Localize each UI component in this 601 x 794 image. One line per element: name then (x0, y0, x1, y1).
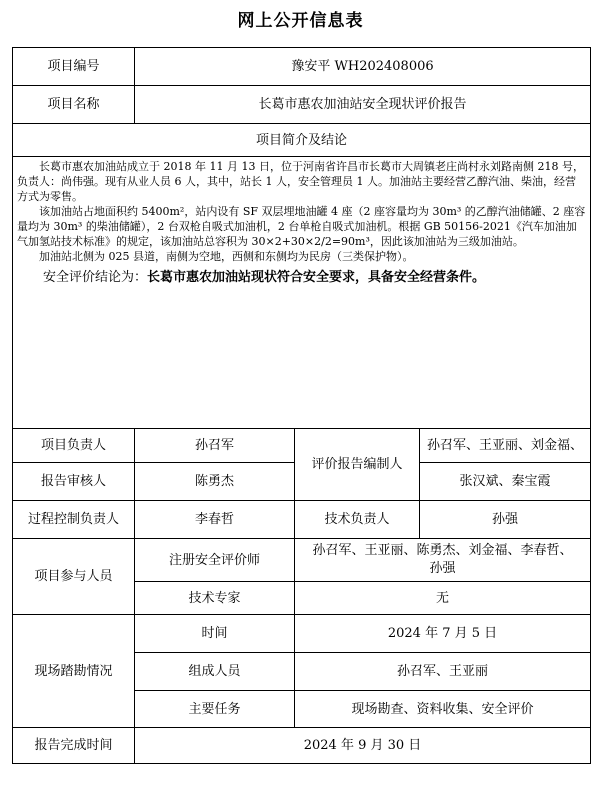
project-name-value: 长葛市惠农加油站安全现状评价报告 (135, 86, 591, 124)
reviewer-label: 报告审核人 (13, 463, 135, 501)
site-members-label: 组成人员 (135, 653, 295, 691)
site-time-label: 时间 (135, 615, 295, 653)
tech-lead-label: 技术负责人 (295, 501, 420, 539)
project-number-value: 豫安平 WH202408006 (135, 48, 591, 86)
tech-expert-value: 无 (295, 582, 591, 615)
table-row (13, 728, 591, 764)
table-row (13, 48, 591, 86)
project-name-label: 项目名称 (13, 86, 135, 124)
completion-value: 2024 年 9 月 30 日 (135, 728, 591, 764)
summary-paragraph-1: 长葛市惠农加油站成立于 2018 年 11 月 13 日，位于河南省许昌市长葛市大周镇老庄尚村永刘路南侧 218 号，负责人：尚伟强。现有从业人员 6 人，其中，站长 1 人，安全管理员 1 人。加油站主要经营乙醇汽油、柴油，经营方式为零售。 (17, 160, 584, 203)
page-title: 网上公开信息表 (237, 11, 364, 31)
site-time-value: 2024 年 7 月 5 日 (295, 615, 591, 653)
summary-header: 项目简介及结论 (13, 124, 591, 157)
table-row (13, 124, 591, 157)
summary-body (13, 157, 591, 429)
report-compiler-label: 评价报告编制人 (295, 429, 420, 501)
site-members-value: 孙召军、王亚丽 (295, 653, 591, 691)
site-tasks-value: 现场勘查、资料收集、安全评价 (295, 691, 591, 728)
site-tasks-label: 主要任务 (135, 691, 295, 728)
registered-evaluator-line-2: 孙强 (429, 561, 456, 576)
reviewer-value: 陈勇杰 (135, 463, 295, 501)
table-row (13, 86, 591, 124)
table-row (13, 615, 591, 653)
participants-label: 项目参与人员 (13, 539, 135, 615)
report-compiler-line-1: 孙召军、王亚丽、刘金福、 (420, 429, 591, 463)
table-row (13, 501, 591, 539)
registered-evaluator-value (295, 539, 591, 582)
table-row (13, 429, 591, 463)
tech-expert-label: 技术专家 (135, 582, 295, 615)
summary-conclusion (17, 268, 586, 288)
info-table (12, 47, 591, 764)
project-leader-value: 孙召军 (135, 429, 295, 463)
table-row (13, 157, 591, 429)
project-leader-label: 项目负责人 (13, 429, 135, 463)
completion-label: 报告完成时间 (13, 728, 135, 764)
table-row (13, 539, 591, 582)
registered-evaluator-label: 注册安全评价师 (135, 539, 295, 582)
project-number-label: 项目编号 (13, 48, 135, 86)
conclusion-text: 长葛市惠农加油站现状符合安全要求，具备安全经营条件。 (147, 270, 486, 285)
report-compiler-line-2: 张汉斌、秦宝霞 (420, 463, 591, 501)
process-control-label: 过程控制负责人 (13, 501, 135, 539)
registered-evaluator-line-1: 孙召军、王亚丽、陈勇杰、刘金福、李春哲、 (312, 543, 573, 558)
process-control-value: 李春哲 (135, 501, 295, 539)
conclusion-prefix: 安全评价结论为： (43, 270, 148, 285)
site-survey-label: 现场踏勘情况 (13, 615, 135, 728)
tech-lead-value: 孙强 (420, 501, 591, 539)
summary-paragraph-3: 加油站北侧为 025 县道，南侧为空地，西侧和东侧均为民房（三类保护物）。 (39, 250, 414, 263)
summary-paragraph-2: 该加油站占地面积约 5400m²，站内设有 SF 双层埋地油罐 4 座（2 座容量均为 30m³ 的乙醇汽油储罐、2 座容量均为 30m³ 的柴油储罐），2 台双枪自吸式加油机，2 台单枪自吸式加油机。根据 GB 50156-2021《汽车加油加气加氢站技术标准》的规定，该加油站总容积为 30×2+30×2/2=90m³，因此该加油站为三级加油站。 (17, 205, 586, 248)
